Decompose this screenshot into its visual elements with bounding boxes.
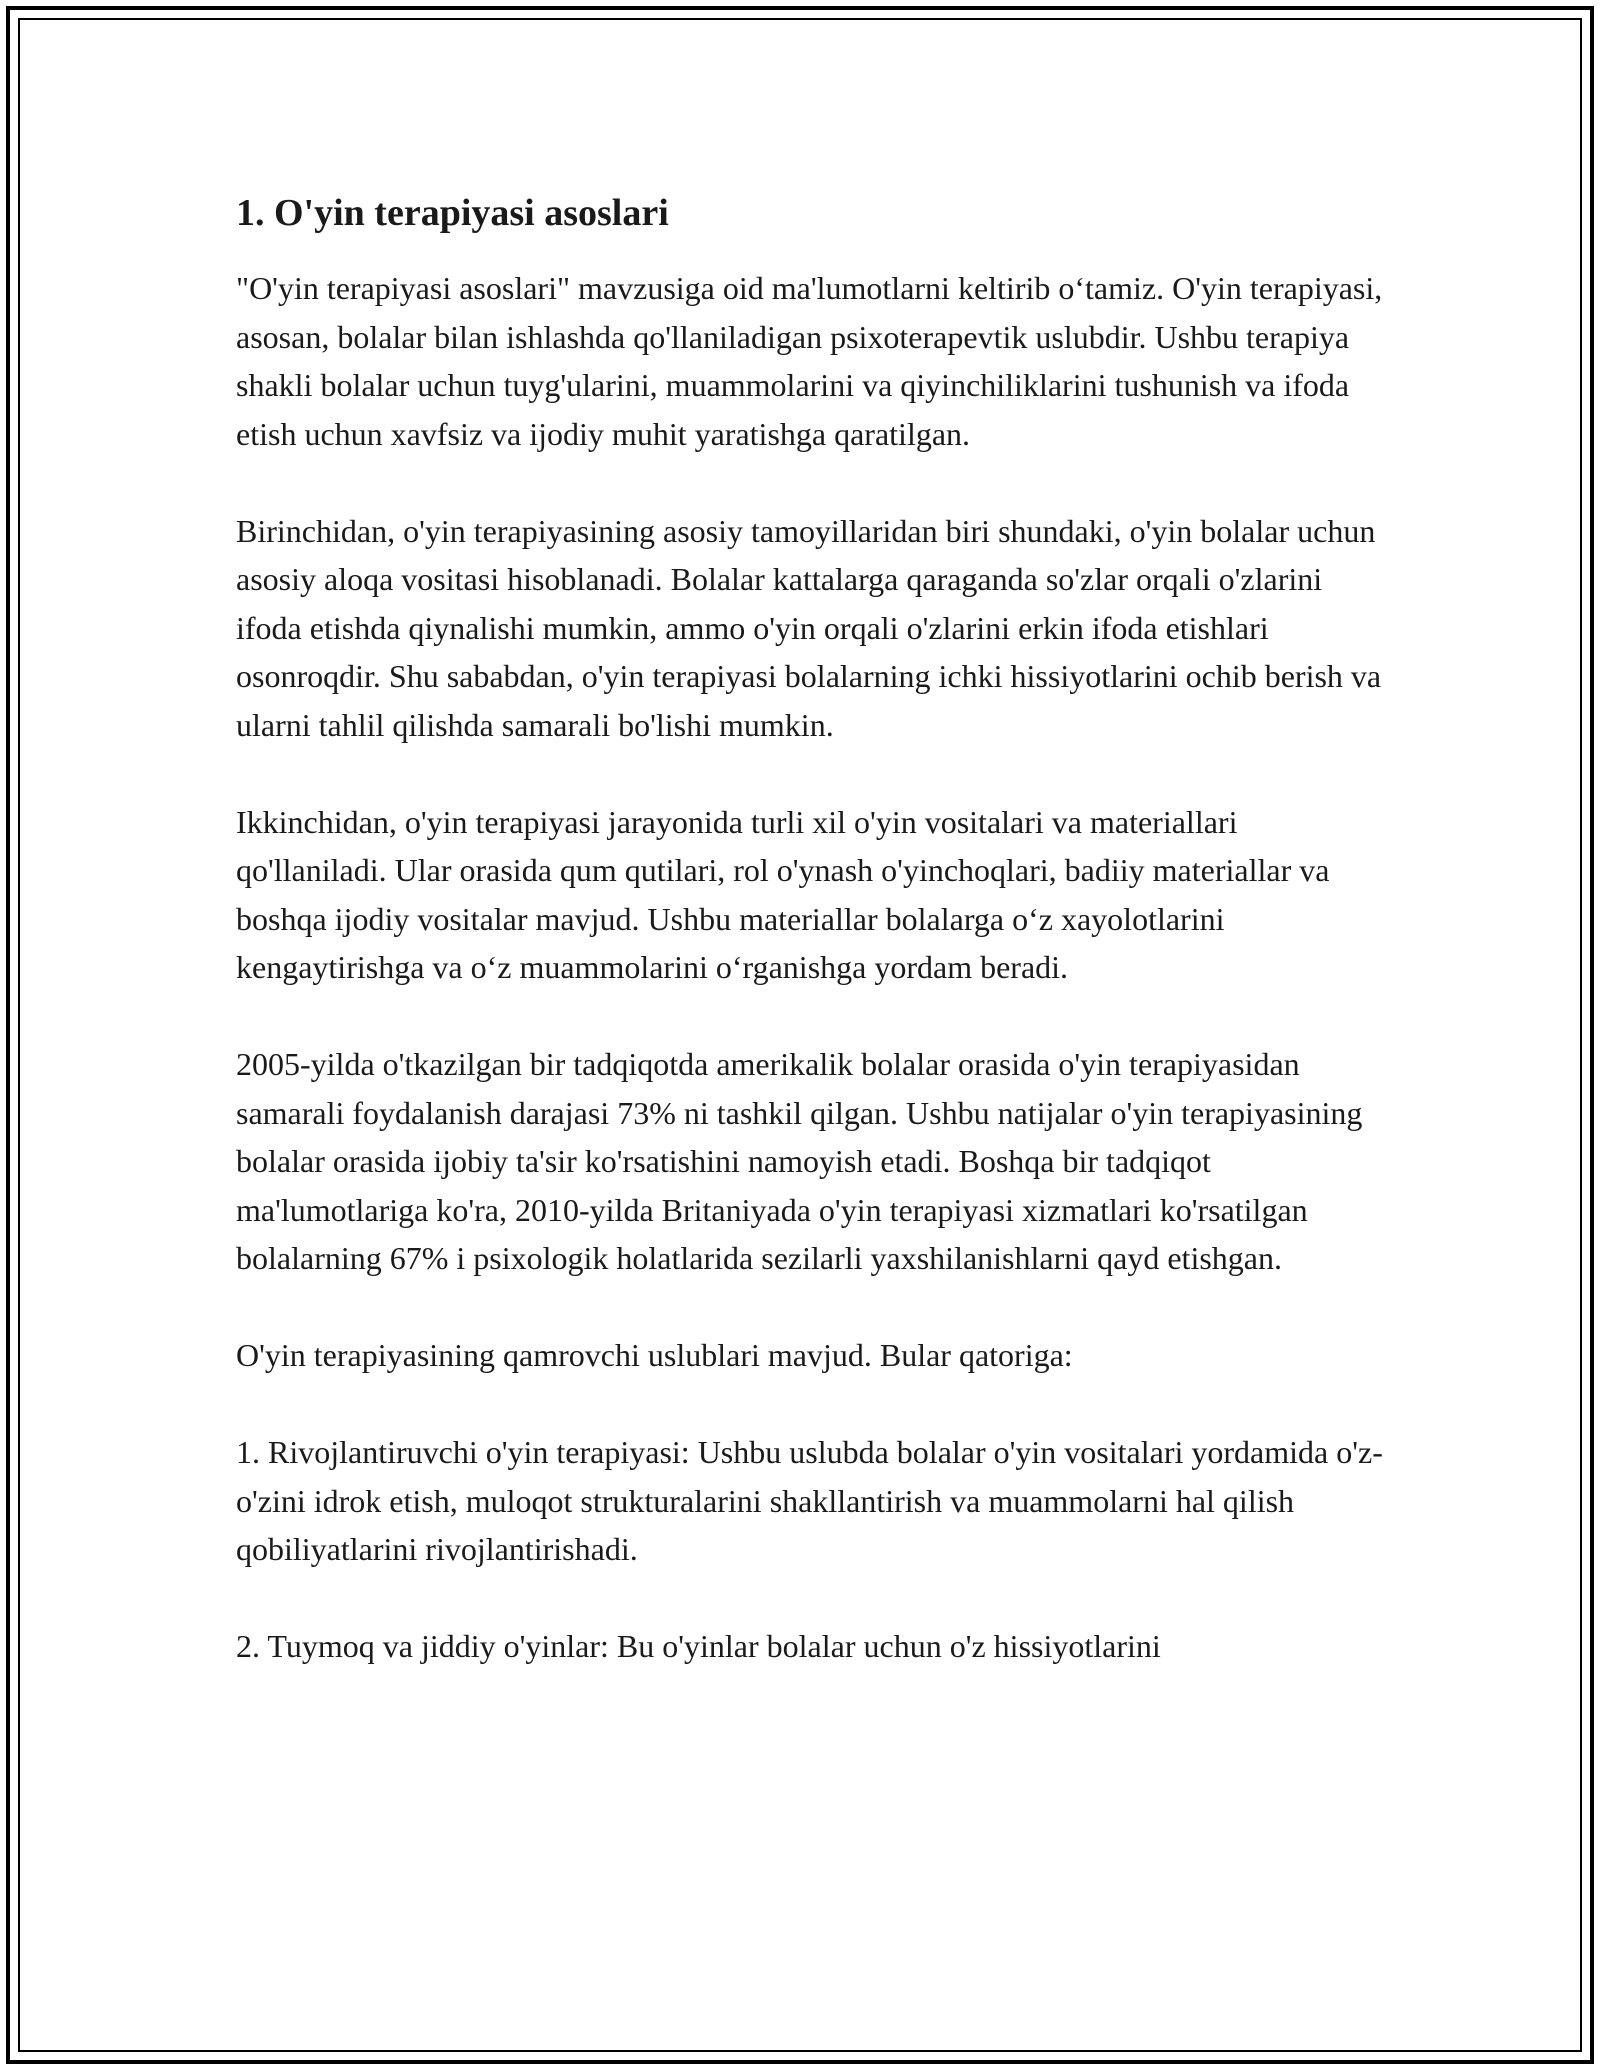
paragraph-research-stats: 2005-yilda o'tkazilgan bir tadqiqotda amerikalik bolalar orasida o'yin terapiyasidan samarali foydalanish darajasi 73% ni tashkil qilgan. Ushbu natijalar o'yin terapiyasining bolalar orasida ijobiy ta'sir ko'rsatishini namoyish etadi. Boshqa bir tadqiqot ma'lumotlariga ko'ra, 2010-yilda Britaniyada o'yin terapiyasi xizmatlari ko'rsatilgan bolalarning 67% i psixologik holatlarida sezilarli yaxshilanishlarni qayd etishgan. [236,1046,1363,1276]
paragraph-first-principle: Birinchidan, o'yin terapiyasining asosiy tamoyillaridan biri shundaki, o'yin bolalar uchun asosiy aloqa vositasi hisoblanadi. Bolalar kattalarga qaraganda so'zlar orqali o'zlarini ifoda etishda qiynalishi mumkin, ammo o'yin orqali o'zlarini erkin ifoda etishlari osonroqdir. Shu sababdan, o'yin terapiyasi bolalarning ichki hissiyotlarini ochib berish va ularni tahlil qilishda samarali bo'lishi mumkin. [236,512,1382,743]
list-item-1: 1. Rivojlantiruvchi o'yin terapiyasi: Ushbu uslubda bolalar o'yin vositalari yordamida o'z-o'zini idrok etish, muloqot strukturalarini shakllantirish va muammolarni hal qilish qobiliyatlarini rivojlantirishadi. [236,1434,1383,1567]
section-heading: 1. O'yin terapiyasi asoslari [236,192,669,234]
paragraph-intro: "O'yin terapiyasi asoslari" mavzusiga oid ma'lumotlarni keltirib o‘tamiz. O'yin terapiyasi, asosan, bolalar bilan ishlashda qo'llaniladigan psixoterapevtik uslubdir. Ushbu terapiya shakli bolalar uchun tuyg'ularini, muammolarini va qiyinchiliklarini tushunish va ifoda etish uchun xavfsiz va ijodiy muhit yaratishga qaratilgan. [236,270,1383,452]
document-page [236,186,1386,1719]
paragraph-second-materials: Ikkinchidan, o'yin terapiyasi jarayonida turli xil o'yin vositalari va materiallari qo'llaniladi. Ular orasida qum qutilari, rol o'ynash o'yinchoqlari, badiiy materiallar va boshqa ijodiy vositalar mavjud. Ushbu materiallar bolalarga o‘z xayolotlarini kengaytirishga va o‘z muammolarini o‘rganishga yordam beradi. [236,803,1330,985]
list-item-2: 2. Tuymoq va jiddiy o'yinlar: Bu o'yinlar bolalar uchun o'z hissiyotlarini [236,1628,1161,1664]
paragraph-methods-intro: O'yin terapiyasining qamrovchi uslublari mavjud. Bular qatoriga: [236,1337,1073,1373]
